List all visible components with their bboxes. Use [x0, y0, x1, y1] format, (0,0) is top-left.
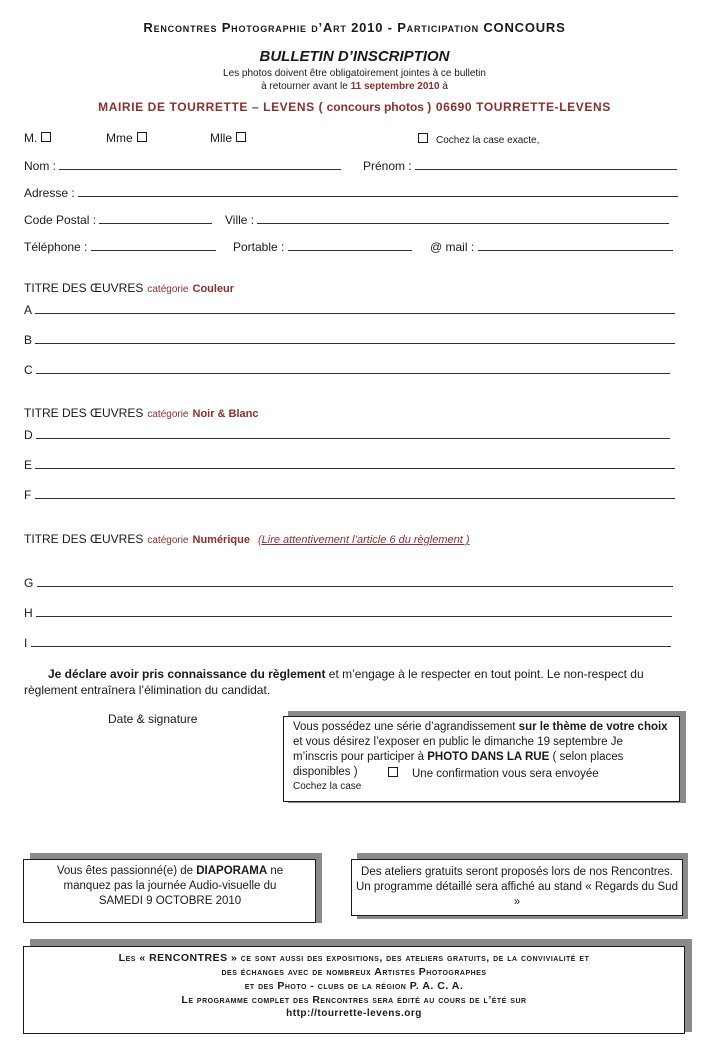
subtitle-prefix: à retourner avant le: [261, 81, 348, 92]
confirmation-row[interactable]: [388, 767, 599, 782]
photo-box-t1-bold: sur le thème de votre choix: [518, 721, 668, 733]
entry-line[interactable]: [35, 458, 675, 469]
checkbox-photo-rue[interactable]: [388, 767, 398, 777]
declaration-rest: et m’engage à le respecter en tout point. Le non-respect du règlement entraînera l’élimination du candidat.: [24, 667, 644, 697]
header-line: Rencontres Photographie d’Art 2010 - Participation CONCOURS: [143, 20, 566, 35]
declaration: [24, 666, 684, 698]
footer-line1: Les « RENCONTRES » ce sont aussi des expositions, des ateliers gratuits, de la convivialité et: [118, 952, 590, 964]
photo-box-t1: Vous possédez une série d’agrandissement: [293, 721, 519, 733]
checkbox-m[interactable]: [41, 132, 51, 142]
entry-letter: E: [24, 458, 33, 472]
confirmation-text: Une confirmation vous sera envoyée: [412, 768, 599, 780]
mairie-part3: ) 06690 TOURRETTE-LEVENS: [427, 100, 611, 114]
section-title: TITRE DES ŒUVRES: [24, 281, 144, 295]
adresse-line[interactable]: [78, 186, 678, 197]
telephone-field[interactable]: [24, 240, 216, 254]
entry-line[interactable]: [36, 428, 670, 439]
signature-label: Date & signature: [108, 712, 198, 726]
category-name: Numérique: [192, 534, 250, 546]
nom-label: Nom :: [24, 159, 57, 173]
ateliers-line1: Des ateliers gratuits seront proposés lors de nos Rencontres.: [361, 866, 673, 878]
footer-text: [28, 951, 680, 1021]
diaporama-t3: SAMEDI 9 OCTOBRE 2010: [98, 895, 242, 907]
entry-letter: B: [24, 333, 33, 347]
cochez-label: Cochez la case: [293, 781, 362, 792]
code-postal-field[interactable]: [24, 213, 212, 227]
adresse-field[interactable]: [24, 186, 678, 200]
ville-line[interactable]: [257, 213, 669, 224]
footer-link[interactable]: http://tourrette-levens.org: [286, 1008, 422, 1019]
nom-field[interactable]: [24, 159, 341, 173]
category-name: Noir & Blanc: [192, 408, 259, 420]
instruction-text: Cochez la case exacte,: [436, 135, 540, 146]
civility-mlle[interactable]: [210, 131, 246, 145]
entry-row-e[interactable]: [24, 458, 675, 472]
civility-mlle-label: Mlle: [210, 131, 233, 145]
checkbox-sample: [418, 133, 428, 143]
entry-letter: G: [24, 576, 34, 590]
entry-letter: I: [24, 636, 28, 650]
instruction: [418, 133, 539, 146]
form-title: BULLETIN D’INSCRIPTION: [259, 48, 450, 65]
entry-row-f[interactable]: [24, 488, 675, 502]
ateliers-text: [356, 865, 678, 910]
entry-line[interactable]: [35, 488, 675, 499]
entry-line[interactable]: [31, 636, 671, 647]
section-title: TITRE DES ŒUVRES: [24, 406, 144, 420]
civility-m-label: M.: [24, 131, 38, 145]
checkbox-mme[interactable]: [137, 132, 147, 142]
footer-line4: Le programme complet des Rencontres sera édité au cours de l’été sur: [181, 994, 527, 1006]
category-label: catégorie: [147, 409, 189, 420]
subtitle-line1: Les photos doivent être obligatoirement jointes à ce bulletin: [223, 68, 486, 79]
diaporama-t1-bold: DIAPORAMA: [196, 865, 268, 877]
entry-letter: D: [24, 428, 33, 442]
nom-line[interactable]: [59, 159, 341, 170]
declaration-bold: Je déclare avoir pris connaissance du règlement: [48, 667, 326, 681]
prenom-label: Prénom :: [363, 159, 412, 173]
email-field[interactable]: [430, 240, 673, 254]
category-label: catégorie: [147, 535, 189, 546]
section-title: TITRE DES ŒUVRES: [24, 532, 144, 546]
prenom-line[interactable]: [415, 159, 677, 170]
code-postal-label: Code Postal :: [24, 213, 97, 227]
entry-letter: A: [24, 303, 32, 317]
entry-letter: C: [24, 363, 33, 377]
entry-row-h[interactable]: [24, 606, 672, 620]
section-numerique-header: [24, 532, 470, 546]
entry-letter: F: [24, 488, 32, 502]
photo-dans-la-rue-box: [283, 716, 680, 802]
mairie-part1: MAIRIE DE TOURRETTE – LEVENS (: [98, 100, 324, 114]
entry-row-b[interactable]: [24, 333, 675, 347]
entry-row-a[interactable]: [24, 303, 675, 317]
entry-line[interactable]: [36, 363, 670, 374]
section-noir-blanc-header: [24, 406, 259, 420]
telephone-line[interactable]: [91, 240, 216, 251]
entry-line[interactable]: [36, 606, 672, 617]
checkbox-mlle[interactable]: [236, 132, 246, 142]
telephone-label: Téléphone :: [24, 240, 88, 254]
deadline-date: 11 septembre 2010: [350, 81, 440, 92]
mairie-part2: concours photos: [323, 100, 428, 114]
entry-row-g[interactable]: [24, 576, 673, 590]
rules-note-link[interactable]: (Lire attentivement l’article 6 du règlement ): [257, 534, 470, 546]
photo-box-t2-bold: PHOTO DANS LA RUE: [427, 751, 550, 763]
entry-line[interactable]: [37, 576, 673, 587]
email-line[interactable]: [478, 240, 673, 251]
footer-line2: des échanges avec de nombreux Artistes Photographes: [221, 966, 487, 978]
footer-line3: et des Photo - clubs de la région P. A. C. A.: [244, 980, 464, 992]
diaporama-text: [32, 864, 308, 909]
category-name: Couleur: [192, 283, 235, 295]
ateliers-box: [351, 859, 683, 916]
diaporama-t2: ne manquez pas la journée Audio-visuelle du: [63, 865, 284, 892]
prenom-field[interactable]: [363, 159, 677, 173]
portable-label: Portable :: [233, 240, 285, 254]
civility-m[interactable]: [24, 131, 51, 145]
entry-row-i[interactable]: [24, 636, 671, 650]
diaporama-box: [23, 859, 316, 923]
ville-field[interactable]: [225, 213, 669, 227]
section-couleur-header: [24, 281, 234, 295]
subtitle-line2: [0, 81, 709, 92]
portable-field[interactable]: [233, 240, 412, 254]
photo-box-t2: et vous désirez l’exposer en public le dimanche 19 septembre Je m’inscris pour participer à: [293, 736, 623, 763]
footer-box: [23, 946, 685, 1034]
portable-line[interactable]: [288, 240, 412, 251]
photo-box-t3: ( selon places disponibles ): [293, 751, 624, 778]
ateliers-line2: Un programme détaillé sera affiché au stand « Regards du Sud »: [356, 881, 678, 908]
subtitle-suffix: à: [442, 81, 448, 92]
adresse-label: Adresse :: [24, 186, 75, 200]
civility-mme[interactable]: [106, 131, 147, 145]
mairie-address: [0, 100, 709, 114]
civility-mme-label: Mme: [106, 131, 133, 145]
entry-row-c[interactable]: [24, 363, 670, 377]
entry-letter: H: [24, 606, 33, 620]
entry-line[interactable]: [35, 303, 675, 314]
category-label: catégorie: [147, 284, 189, 295]
email-label: @ mail :: [430, 240, 475, 254]
code-postal-line[interactable]: [99, 213, 212, 224]
entry-row-d[interactable]: [24, 428, 670, 442]
entry-line[interactable]: [35, 333, 675, 344]
diaporama-t1: Vous êtes passionné(e) de: [56, 865, 197, 877]
ville-label: Ville :: [225, 213, 255, 227]
